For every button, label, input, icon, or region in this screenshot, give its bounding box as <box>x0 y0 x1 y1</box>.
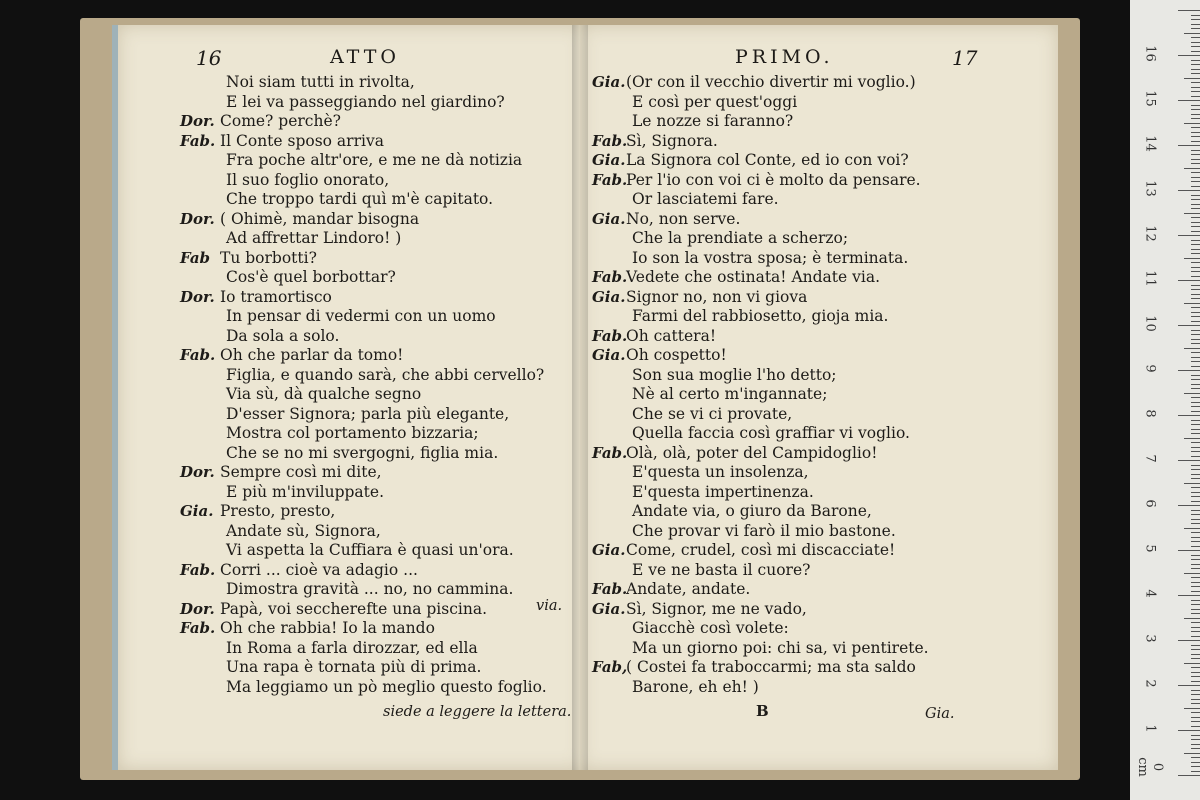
ruler-tick <box>1191 244 1200 245</box>
ruler-tick <box>1191 379 1200 380</box>
ruler-tick <box>1178 775 1200 776</box>
ruler-tick <box>1191 465 1200 466</box>
ruler-tick <box>1191 222 1200 223</box>
ruler-tick <box>1191 82 1200 83</box>
ruler-tick <box>1191 334 1200 335</box>
ruler-tick <box>1178 415 1200 416</box>
ruler-tick <box>1191 762 1200 763</box>
ruler-tick <box>1191 307 1200 308</box>
ruler-tick <box>1191 636 1200 637</box>
ruler-number: 0 cm <box>1135 757 1165 777</box>
ruler-tick <box>1191 406 1200 407</box>
ruler-tick <box>1191 519 1200 520</box>
ruler-tick <box>1191 316 1200 317</box>
ruler-tick <box>1191 352 1200 353</box>
left-verse-line: Figlia, e quando sarà, che abbi cervello? <box>226 365 545 384</box>
right-verse-line: E ve ne basta il cuore? <box>632 560 811 579</box>
left-verse-line: Presto, presto, <box>220 502 336 520</box>
ruler-tick <box>1191 60 1200 61</box>
signature-mark: B <box>756 702 769 720</box>
ruler-tick <box>1191 361 1200 362</box>
ruler-tick <box>1191 537 1200 538</box>
ruler-number: 16 <box>1142 45 1158 62</box>
ruler-tick <box>1191 721 1200 722</box>
ruler-tick <box>1184 33 1200 34</box>
right-speaker-label: Fab. <box>592 443 628 462</box>
ruler-tick <box>1191 694 1200 695</box>
left-verse-line: Andate sù, Signora, <box>226 521 381 540</box>
right-verse-line: Andate, andate. <box>626 580 751 598</box>
ruler-tick <box>1191 469 1200 470</box>
ruler-tick <box>1191 420 1200 421</box>
left-verse-line: Via sù, dà qualche segno <box>226 385 422 403</box>
ruler-number: 13 <box>1142 180 1158 197</box>
right-verse-line: Per l'io con voi ci è molto da pensare. <box>626 170 921 189</box>
ruler-tick <box>1191 681 1200 682</box>
ruler-tick <box>1191 645 1200 646</box>
ruler-tick <box>1191 195 1200 196</box>
left-verse-line: Come? perchè? <box>220 112 341 130</box>
ruler-tick <box>1191 141 1200 142</box>
ruler-tick <box>1191 532 1200 533</box>
ruler-tick <box>1191 487 1200 488</box>
ruler-tick <box>1191 744 1200 745</box>
stage-direction-reading: siede a leggere la lettera. <box>383 704 572 720</box>
ruler-tick <box>1191 631 1200 632</box>
left-speaker-label: Dor. <box>180 209 215 228</box>
ruler-number: 9 <box>1142 364 1158 373</box>
ruler-tick <box>1191 622 1200 623</box>
ruler-tick <box>1191 150 1200 151</box>
right-verse-line: No, non serve. <box>626 209 741 228</box>
right-verse-line: ( Costei fa traboccarmi; ma sta saldo <box>626 658 916 676</box>
ruler-number: 15 <box>1142 90 1158 107</box>
ruler-tick <box>1191 208 1200 209</box>
right-verse-line: Che provar vi farò il mio bastone. <box>632 521 896 540</box>
ruler-tick <box>1178 55 1200 56</box>
ruler-tick <box>1191 771 1200 772</box>
ruler-tick <box>1184 348 1200 349</box>
left-verse-line: Cos'è quel borbottar? <box>226 268 396 286</box>
right-verse-line: La Signora col Conte, ed io con voi? <box>626 151 909 169</box>
ruler-tick <box>1191 699 1200 700</box>
ruler-tick <box>1191 447 1200 448</box>
ruler-tick <box>1191 105 1200 106</box>
right-speaker-label: Gia. <box>592 541 626 559</box>
right-speaker-label: Fab. <box>592 580 628 598</box>
ruler-tick <box>1184 78 1200 79</box>
book-gutter <box>572 25 588 770</box>
right-verse-line: Nè al certo m'ingannate; <box>632 385 828 403</box>
ruler-tick <box>1191 582 1200 583</box>
ruler-tick <box>1191 555 1200 556</box>
ruler-tick <box>1191 474 1200 475</box>
ruler-tick <box>1178 460 1200 461</box>
left-verse-line: Che se no mi svergogni, figlia mia. <box>226 443 499 462</box>
ruler-number: 8 <box>1142 409 1158 418</box>
ruler-tick <box>1191 118 1200 119</box>
ruler-tick <box>1191 136 1200 137</box>
ruler-tick <box>1191 109 1200 110</box>
right-verse-line: Che se vi ci provate, <box>632 404 793 423</box>
ruler-tick <box>1191 240 1200 241</box>
left-verse-line: Oh che rabbia! Io la mando <box>220 619 435 637</box>
right-speaker-label: Gia. <box>592 209 626 228</box>
ruler-number: 7 <box>1142 454 1158 463</box>
ruler-tick <box>1191 64 1200 65</box>
ruler-tick <box>1191 46 1200 47</box>
ruler-tick <box>1191 627 1200 628</box>
right-verse-line: Come, crudel, così mi discacciate! <box>626 541 896 559</box>
ruler-tick <box>1178 370 1200 371</box>
right-verse-line: Or lasciatemi fare. <box>632 190 779 208</box>
ruler-tick <box>1191 294 1200 295</box>
left-speaker-label: Dor. <box>180 463 215 481</box>
ruler-tick <box>1191 514 1200 515</box>
ruler-tick <box>1178 145 1200 146</box>
right-verse-line: Oh cattera! <box>626 326 717 345</box>
ruler-tick <box>1184 663 1200 664</box>
left-verse-line: Sempre così mi dite, <box>220 463 382 481</box>
ruler-tick <box>1191 339 1200 340</box>
left-speaker-label: Fab. <box>180 560 216 579</box>
ruler-number: 12 <box>1142 225 1158 242</box>
ruler-tick <box>1191 24 1200 25</box>
left-verse-line: Il suo foglio onorato, <box>226 170 390 189</box>
ruler-tick <box>1191 357 1200 358</box>
ruler-tick <box>1191 451 1200 452</box>
ruler-tick <box>1191 411 1200 412</box>
ruler-tick <box>1191 42 1200 43</box>
ruler-tick <box>1191 163 1200 164</box>
right-verse-line: Oh cospetto! <box>626 346 727 364</box>
right-verse-line: E'questa impertinenza. <box>632 482 814 501</box>
ruler-tick <box>1191 96 1200 97</box>
catchword: Gia. <box>925 706 955 722</box>
left-verse-line: Oh che parlar da tomo! <box>220 346 404 364</box>
ruler-tick <box>1184 213 1200 214</box>
left-verse-line: Papà, voi seccherefte una piscina. <box>220 599 488 618</box>
left-speaker-label: Fab. <box>180 619 216 637</box>
right-verse-line: Sì, Signor, me ne vado, <box>626 599 807 618</box>
right-speaker-label: Gia. <box>592 599 626 618</box>
ruler-tick <box>1191 613 1200 614</box>
right-verse-line: Barone, eh eh! ) <box>632 677 759 696</box>
ruler-tick <box>1191 154 1200 155</box>
left-verse-line: In pensar di vedermi con un uomo <box>226 307 496 325</box>
right-verse-line: E'questa un insolenza, <box>632 463 809 481</box>
left-verse-line: Corri ... cioè va adagio ... <box>220 560 418 579</box>
ruler-tick <box>1191 433 1200 434</box>
ruler-tick <box>1191 186 1200 187</box>
left-speaker-label: Fab <box>180 248 211 267</box>
ruler-tick <box>1178 550 1200 551</box>
ruler-number: 5 <box>1142 544 1158 553</box>
ruler-tick <box>1191 51 1200 52</box>
ruler-tick <box>1191 253 1200 254</box>
left-speaker-label: Gia. <box>180 502 214 520</box>
right-verse-line: Signor no, non vi giova <box>626 287 808 306</box>
left-speaker-label: Dor. <box>180 112 215 130</box>
right-verse-line: Farmi del rabbiosetto, gioja mia. <box>632 307 889 325</box>
left-verse-line: Che troppo tardi quì m'è capitato. <box>226 190 494 208</box>
left-verse-line: Una rapa è tornata più di prima. <box>226 658 482 676</box>
ruler-tick <box>1191 690 1200 691</box>
ruler-tick <box>1191 546 1200 547</box>
ruler-tick <box>1191 559 1200 560</box>
ruler-tick <box>1178 685 1200 686</box>
right-verse-line: Andate via, o giuro da Barone, <box>632 502 872 520</box>
right-speaker-label: Gia. <box>592 73 626 91</box>
ruler-tick <box>1191 249 1200 250</box>
ruler-tick <box>1178 325 1200 326</box>
right-page-number: 17 <box>952 46 978 70</box>
ruler-tick <box>1191 199 1200 200</box>
left-speaker-label: Dor. <box>180 599 215 618</box>
ruler-number: 1 <box>1142 724 1158 733</box>
ruler-tick <box>1184 528 1200 529</box>
ruler-tick <box>1191 429 1200 430</box>
right-verse-line: Vedete che ostinata! Andate via. <box>626 268 881 286</box>
right-speaker-label: Fab. <box>592 268 628 286</box>
left-verse-line: Dimostra gravità ... no, no cammina. <box>226 580 514 598</box>
ruler-tick <box>1191 87 1200 88</box>
right-verse-line: Le nozze si faranno? <box>632 112 794 130</box>
ruler-tick <box>1191 217 1200 218</box>
left-verse-line: Ad affrettar Lindoro! ) <box>226 229 402 247</box>
right-verse-line: (Or con il vecchio divertir mi voglio.) <box>626 73 916 91</box>
right-verse-line: Giacchè così volete: <box>632 619 789 637</box>
right-speaker-label: Gia. <box>592 346 626 364</box>
ruler-tick <box>1191 366 1200 367</box>
ruler-tick <box>1191 19 1200 20</box>
right-running-header: PRIMO. <box>735 46 834 68</box>
right-verse-line: Che la prendiate a scherzo; <box>632 229 849 247</box>
ruler-tick <box>1191 726 1200 727</box>
ruler-tick <box>1191 591 1200 592</box>
ruler-tick <box>1184 168 1200 169</box>
ruler-tick <box>1191 523 1200 524</box>
ruler-tick <box>1191 717 1200 718</box>
left-verse-line: Fra poche altr'ore, e me ne dà notizia <box>226 151 523 169</box>
ruler-tick <box>1191 384 1200 385</box>
right-speaker-label: Gia. <box>592 287 626 306</box>
ruler-tick <box>1184 258 1200 259</box>
ruler-tick <box>1191 312 1200 313</box>
ruler-tick <box>1191 604 1200 605</box>
ruler-tick <box>1191 73 1200 74</box>
ruler-number: 3 <box>1142 634 1158 643</box>
ruler-tick <box>1184 393 1200 394</box>
left-verse-line: Mostra col portamento bizzaria; <box>226 424 479 442</box>
ruler-tick <box>1178 595 1200 596</box>
ruler-tick <box>1191 712 1200 713</box>
left-verse-line: Da sola a solo. <box>226 326 340 345</box>
ruler-tick <box>1191 159 1200 160</box>
ruler-tick <box>1178 640 1200 641</box>
ruler-number: 4 <box>1142 589 1158 598</box>
left-verse-line: D'esser Signora; parla più elegante, <box>226 404 510 423</box>
right-speaker-label: Fab. <box>592 131 628 150</box>
left-verse-line: Tu borbotti? <box>220 248 317 267</box>
ruler-tick <box>1191 330 1200 331</box>
left-speaker-label: Fab. <box>180 131 216 150</box>
ruler-tick <box>1191 177 1200 178</box>
ruler-tick <box>1191 343 1200 344</box>
right-verse-line: Olà, olà, poter del Campidoglio! <box>626 443 878 462</box>
ruler-tick <box>1191 568 1200 569</box>
ruler-tick <box>1191 285 1200 286</box>
ruler-tick <box>1178 730 1200 731</box>
left-speaker-label: Fab. <box>180 346 216 364</box>
ruler-tick <box>1184 483 1200 484</box>
ruler-tick <box>1178 10 1200 11</box>
ruler-tick <box>1191 28 1200 29</box>
ruler-tick <box>1191 564 1200 565</box>
ruler-tick <box>1191 600 1200 601</box>
ruler-tick <box>1191 262 1200 263</box>
left-verse-line: Io tramortisco <box>220 287 332 306</box>
ruler-tick <box>1191 541 1200 542</box>
left-speaker-label: Dor. <box>180 287 215 306</box>
ruler-tick <box>1184 708 1200 709</box>
ruler-tick <box>1191 456 1200 457</box>
ruler-tick <box>1191 172 1200 173</box>
ruler-tick <box>1191 298 1200 299</box>
ruler-tick <box>1191 667 1200 668</box>
ruler-tick <box>1184 573 1200 574</box>
ruler-tick <box>1191 757 1200 758</box>
ruler-tick <box>1191 204 1200 205</box>
left-verse-line: E più m'inviluppate. <box>226 482 384 501</box>
left-verse-line: Ma leggiamo un pò meglio questo foglio. <box>226 677 547 696</box>
ruler-tick <box>1191 321 1200 322</box>
ruler-tick <box>1184 618 1200 619</box>
ruler-tick <box>1178 100 1200 101</box>
ruler-tick <box>1191 397 1200 398</box>
right-speaker-label: Fab. <box>592 326 628 345</box>
right-speaker-label: Fab, <box>592 658 628 676</box>
ruler-tick <box>1191 478 1200 479</box>
ruler-tick <box>1191 510 1200 511</box>
ruler-number: 11 <box>1142 270 1158 287</box>
right-verse-line: Quella faccia così graffiar vi voglio. <box>632 424 910 442</box>
ruler-tick <box>1191 649 1200 650</box>
ruler-tick <box>1191 132 1200 133</box>
stage-direction-via: via. <box>536 598 563 614</box>
right-verse-line: Ma un giorno poi: chi sa, vi pentirete. <box>632 638 929 657</box>
ruler-tick <box>1191 226 1200 227</box>
ruler-tick <box>1191 735 1200 736</box>
left-verse-line: Noi siam tutti in rivolta, <box>226 73 415 91</box>
right-speaker-label: Fab. <box>592 170 628 189</box>
ruler-tick <box>1191 703 1200 704</box>
ruler-tick <box>1191 69 1200 70</box>
ruler-tick <box>1191 15 1200 16</box>
ruler-number: 10 <box>1142 315 1158 332</box>
ruler-tick <box>1191 492 1200 493</box>
ruler-tick <box>1184 753 1200 754</box>
ruler-tick <box>1191 267 1200 268</box>
ruler-tick <box>1191 91 1200 92</box>
ruler-tick <box>1191 402 1200 403</box>
ruler-tick <box>1191 654 1200 655</box>
left-page-number: 16 <box>196 46 222 70</box>
ruler-tick <box>1191 748 1200 749</box>
right-verse-line: Io son la vostra sposa; è terminata. <box>632 248 909 267</box>
ruler-tick <box>1191 577 1200 578</box>
ruler-tick <box>1191 114 1200 115</box>
ruler-tick <box>1191 271 1200 272</box>
ruler-tick <box>1191 586 1200 587</box>
ruler-tick <box>1191 442 1200 443</box>
ruler-tick <box>1191 289 1200 290</box>
ruler-tick <box>1184 303 1200 304</box>
ruler-tick <box>1178 235 1200 236</box>
ruler-tick <box>1191 37 1200 38</box>
left-verse-line: In Roma a farla dirozzar, ed ella <box>226 638 478 657</box>
ruler-tick <box>1178 505 1200 506</box>
right-verse-line: Sì, Signora. <box>626 131 718 150</box>
ruler-tick <box>1191 739 1200 740</box>
ruler-tick <box>1191 231 1200 232</box>
left-verse-line: Il Conte sposo arriva <box>220 131 384 150</box>
measurement-ruler <box>1130 0 1200 800</box>
ruler-tick <box>1191 375 1200 376</box>
ruler-tick <box>1191 766 1200 767</box>
ruler-number: 2 <box>1142 679 1158 688</box>
right-verse-line: Son sua moglie l'ho detto; <box>632 365 837 384</box>
ruler-tick <box>1191 388 1200 389</box>
left-verse-line: ( Ohimè, mandar bisogna <box>220 209 420 228</box>
left-verse-line: Vi aspetta la Cuffiara è quasi un'ora. <box>226 541 514 559</box>
left-verse-line: E lei va passeggiando nel giardino? <box>226 92 505 111</box>
ruler-number: 6 <box>1142 499 1158 508</box>
ruler-tick <box>1191 609 1200 610</box>
ruler-tick <box>1191 672 1200 673</box>
ruler-tick <box>1184 123 1200 124</box>
ruler-tick <box>1178 190 1200 191</box>
ruler-tick <box>1191 496 1200 497</box>
ruler-tick <box>1191 181 1200 182</box>
ruler-tick <box>1191 127 1200 128</box>
ruler-number: 14 <box>1142 135 1158 152</box>
ruler-tick <box>1191 276 1200 277</box>
right-verse-line: E così per quest'oggi <box>632 92 798 111</box>
right-speaker-label: Gia. <box>592 151 626 169</box>
ruler-tick <box>1191 676 1200 677</box>
ruler-tick <box>1191 501 1200 502</box>
ruler-tick <box>1178 280 1200 281</box>
ruler-tick <box>1184 438 1200 439</box>
left-running-header: ATTO <box>330 46 400 68</box>
ruler-tick <box>1191 658 1200 659</box>
ruler-tick <box>1191 424 1200 425</box>
